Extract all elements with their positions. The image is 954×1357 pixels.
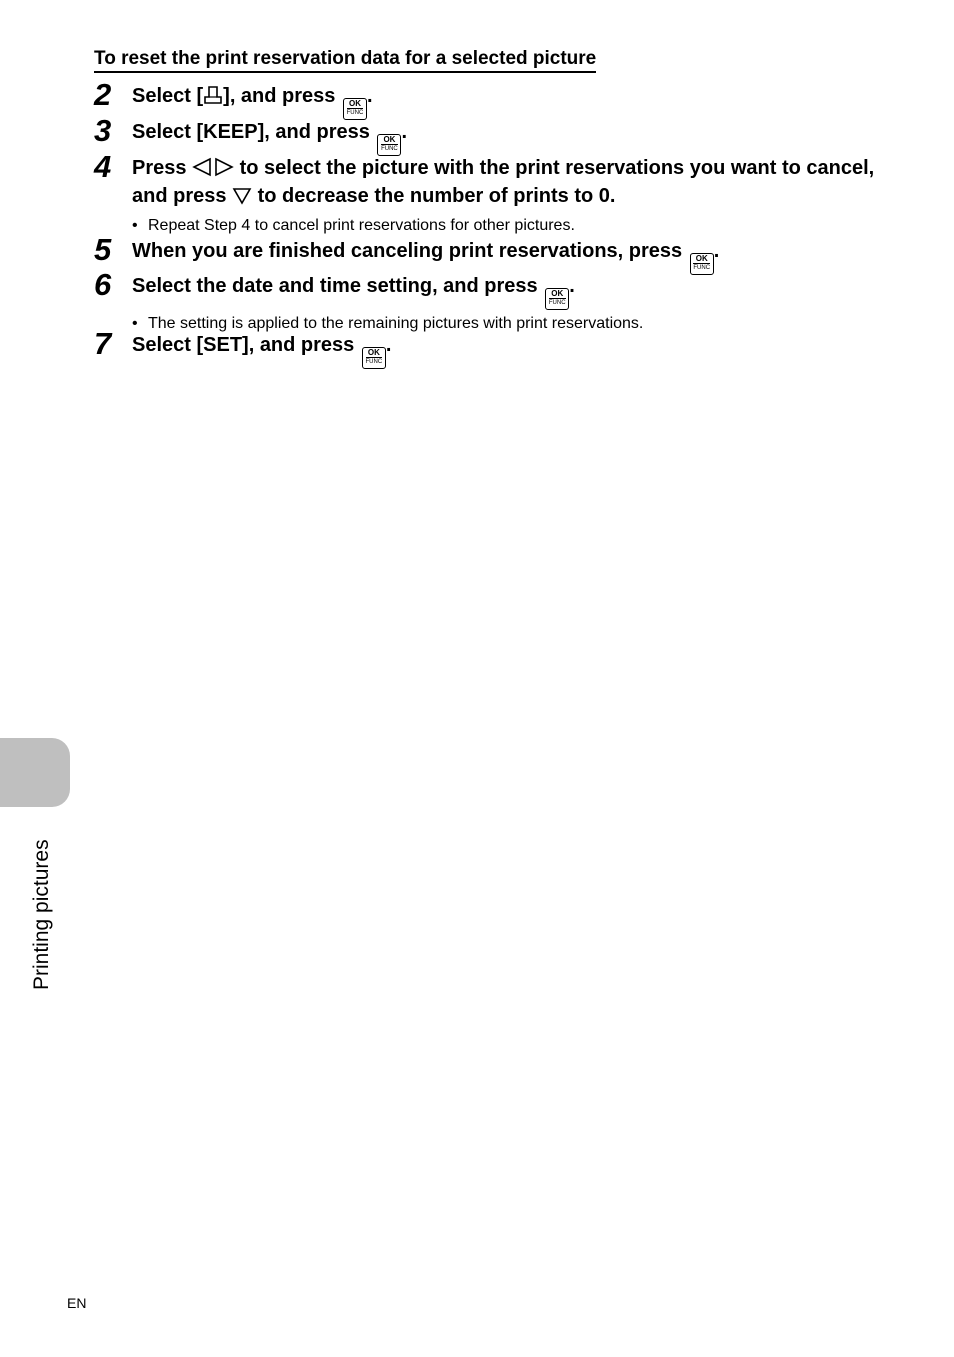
step-text: Select [KEEP], and press xyxy=(132,121,370,143)
chapter-tab xyxy=(0,738,70,807)
step-note: • The setting is applied to the remaining pictures with print reservations. xyxy=(132,314,644,332)
step-number: 5 xyxy=(94,232,112,267)
period: . xyxy=(569,275,575,297)
step-number: 2 xyxy=(94,77,112,112)
step-number: 6 xyxy=(94,267,112,302)
step-3 xyxy=(94,113,884,156)
step-number: 7 xyxy=(94,326,112,361)
ok-func-button-icon: OK FUNC xyxy=(343,98,367,120)
ok-func-button-icon: OK FUNC xyxy=(377,134,401,156)
section-heading: To reset the print reservation data for a selected picture xyxy=(94,48,596,73)
step-text-3: to decrease the number of prints to 0. xyxy=(257,185,616,207)
step-text-2: to select the picture with the print reservations you want to cancel, and press xyxy=(132,157,875,207)
step-text: Select [SET], and press xyxy=(132,334,355,356)
ok-func-button-icon: OK FUNC xyxy=(362,347,386,369)
language-code: EN xyxy=(67,1295,87,1311)
step-4 xyxy=(94,149,884,236)
ok-func-button-icon: OK FUNC xyxy=(690,253,714,275)
left-right-arrows-icon xyxy=(192,157,234,184)
period: . xyxy=(401,121,407,143)
down-arrow-icon xyxy=(232,187,252,212)
period: . xyxy=(713,240,720,262)
period: . xyxy=(385,334,392,356)
step-text-2: ], and press xyxy=(223,85,336,107)
step-5 xyxy=(94,232,884,275)
step-number: 3 xyxy=(94,113,112,148)
step-2 xyxy=(94,77,884,120)
ok-func-button-icon: OK FUNC xyxy=(545,288,569,310)
step-number: 4 xyxy=(94,149,112,184)
step-text: When you are finished canceling print reservations, press xyxy=(132,240,683,262)
chapter-label: Printing pictures xyxy=(30,839,53,990)
period: . xyxy=(366,85,373,107)
step-text: Select the date and time setting, and press xyxy=(132,275,538,297)
print-icon xyxy=(203,85,223,112)
step-6 xyxy=(94,267,884,334)
step-text: Select [ xyxy=(132,85,204,107)
step-note: • Repeat Step 4 to cancel print reservations for other pictures. xyxy=(132,217,575,234)
step-7 xyxy=(94,326,884,369)
step-text: Press xyxy=(132,157,187,179)
